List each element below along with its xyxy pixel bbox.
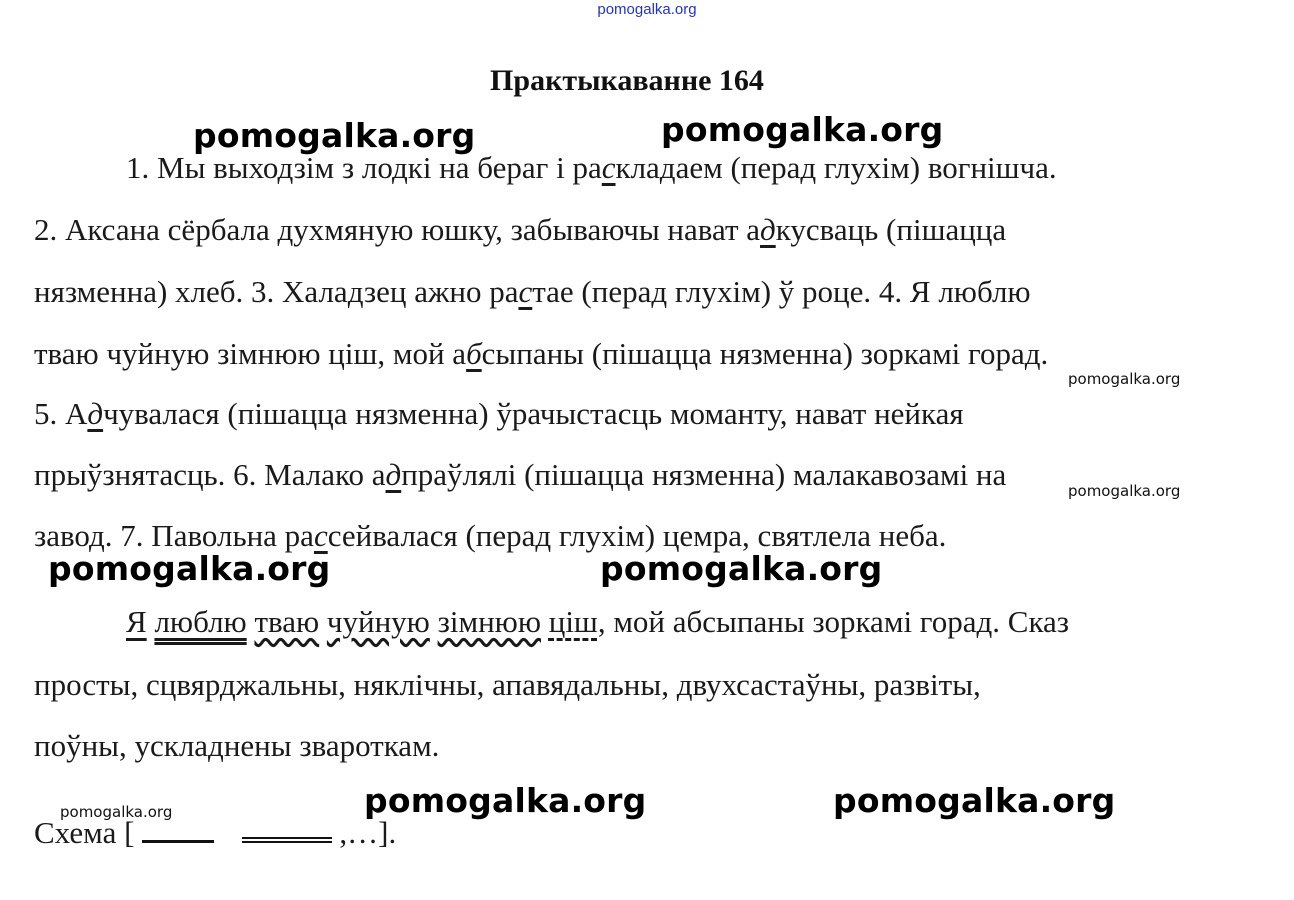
exercise-line: тваю чуйную зімнюю ціш, мой абсыпаны (пішацца нязменна) зоркамі горад.	[34, 336, 1049, 371]
analysis-line: Я люблю тваю чуйную зімнюю ціш, мой абсыпаны зоркамі горад. Сказ	[126, 604, 1070, 639]
watermark: pomogalka.org	[1068, 482, 1181, 500]
schema-label: Схема [	[34, 815, 135, 850]
schema-line	[34, 815, 396, 851]
watermark: pomogalka.org	[193, 116, 476, 155]
schema-tail: ,…].	[339, 815, 397, 850]
highlighted-letter: д	[87, 396, 104, 431]
attribute-word: тваю	[254, 604, 320, 639]
watermark-top[interactable]: pomogalka.org	[597, 1, 697, 18]
highlighted-letter: д	[385, 457, 402, 492]
attribute-word: чуйную	[326, 604, 430, 639]
watermark: pomogalka.org	[600, 549, 883, 588]
predicate-word: люблю	[154, 604, 247, 639]
exercise-line: 2. Аксана сёрбала духмяную юшку, забываючы нават адкусваць (пішацца	[34, 212, 1007, 247]
analysis-line: просты, сцвярджальны, няклічны, апавядальны, двухсастаўны, развіты,	[34, 667, 981, 702]
subject-word: Я	[126, 604, 147, 639]
highlighted-letter: с	[518, 274, 533, 309]
exercise-line: прыўзнятасць. 6. Малако адпраўлялі (пішацца нязменна) малакавозамі на	[34, 457, 1007, 492]
page-title: Практыкаванне 164	[490, 64, 764, 97]
exercise-line: нязменна) хлеб. 3. Халадзец ажно растае (перад глухім) ў роце. 4. Я люблю	[34, 274, 1031, 309]
analysis-line: поўны, ускладнены звароткам.	[34, 728, 440, 763]
watermark: pomogalka.org	[364, 781, 647, 820]
exercise-line: завод. 7. Павольна рассейвалася (перад глухім) цемра, святлела неба.	[34, 518, 947, 553]
schema-predicate-line	[242, 817, 332, 843]
highlighted-letter: с	[313, 518, 328, 553]
highlighted-letter: д	[760, 212, 776, 247]
watermark: pomogalka.org	[661, 110, 944, 149]
watermark: pomogalka.org	[48, 549, 331, 588]
attribute-word: зімнюю	[437, 604, 541, 639]
schema-subject-line	[142, 820, 214, 843]
watermark: pomogalka.org	[833, 781, 1116, 820]
watermark: pomogalka.org	[60, 803, 173, 821]
watermark: pomogalka.org	[1068, 370, 1181, 388]
exercise-line: 5. Адчувалася (пішацца нязменна) ўрачыстасць моманту, нават нейкая	[34, 396, 964, 431]
object-word: ціш	[548, 604, 598, 639]
highlighted-letter: б	[466, 336, 482, 371]
highlighted-letter: с	[601, 150, 616, 185]
exercise-line: 1. Мы выходзім з лодкі на бераг і раскладаем (перад глухім) вогнішча.	[126, 150, 1057, 185]
